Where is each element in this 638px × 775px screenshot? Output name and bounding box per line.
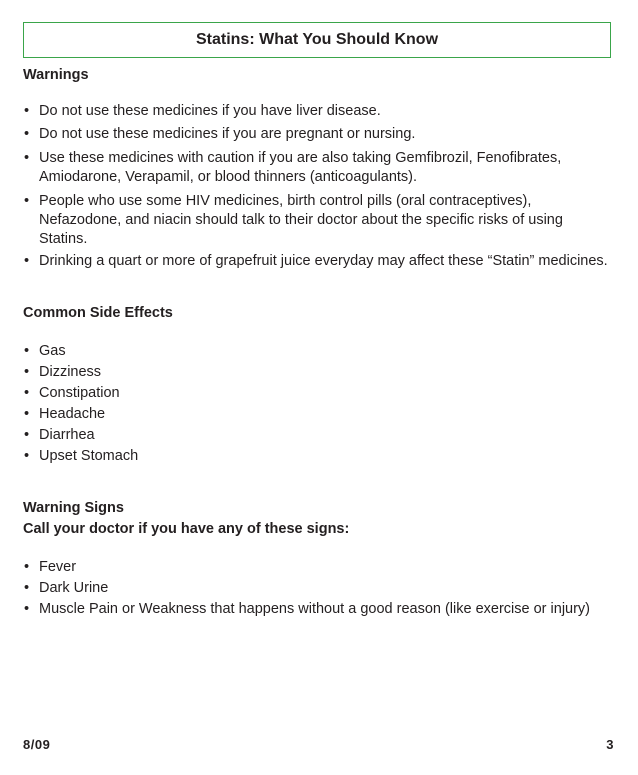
page-title: Statins: What You Should Know [195,31,439,48]
list-item: • Use these medicines with caution if you are also taking Gemfibrozil, Fenofibrates, Amiodarone, Verapamil, or blood thinners (anticoagulants). [24,150,562,185]
list-item: • Muscle Pain or Weakness that happens without a good reason (like exercise or injury) [24,601,591,617]
list-item: • Gas [24,343,66,359]
side-effects-bullets [23,341,623,467]
warning-signs-bullets [23,557,633,620]
list-item: • Upset Stomach [24,448,139,464]
title-box [23,22,611,58]
list-item: • Diarrhea [24,427,95,443]
list-item: • Constipation [24,385,120,401]
footer-page-number: 3 [606,737,614,752]
list-item: • Headache [24,406,106,422]
warning-signs-heading: Warning Signs [23,500,124,516]
warnings-heading: Warnings [23,67,89,83]
footer-date: 8/09 [23,737,51,752]
list-item: • Fever [24,559,77,575]
side-effects-heading: Common Side Effects [23,305,173,321]
list-item: • Drinking a quart or more of grapefruit juice everyday may affect these “Statin” medicines. [24,253,608,269]
list-item: • Do not use these medicines if you are pregnant or nursing. [24,126,416,142]
list-item: • Dark Urine [24,580,109,596]
warning-signs-subheading: Call your doctor if you have any of these signs: [23,521,350,537]
list-item: • Dizziness [24,364,102,380]
warnings-bullets [23,102,623,271]
list-item: • People who use some HIV medicines, birth control pills (oral contraceptives), Nefazodone, and niacin should talk to their doctor about the specific risks of using Statins. [24,193,563,247]
list-item: • Do not use these medicines if you have liver disease. [24,103,381,119]
